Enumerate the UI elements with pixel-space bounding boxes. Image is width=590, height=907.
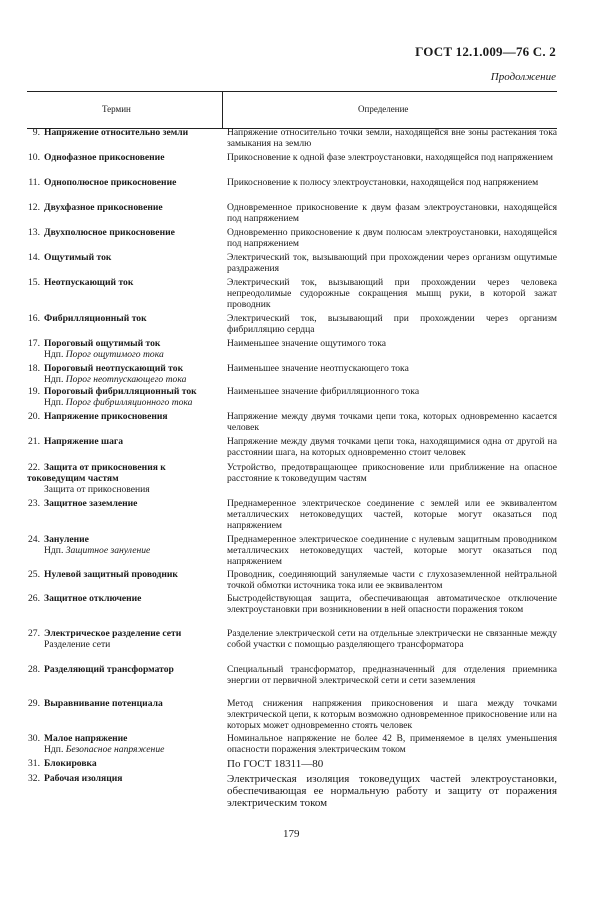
column-header-definition: Определение <box>358 104 409 114</box>
definition-cell: Одновременное прикосновение к двум фазам электроустановки, находящейся под напряжением <box>227 202 557 224</box>
term-number: 30. <box>28 733 40 744</box>
term-cell <box>27 363 222 385</box>
term-cell <box>27 252 222 263</box>
term-number: 11. <box>28 177 40 188</box>
deprecated-synonym <box>27 397 222 408</box>
definition-cell: Наименьшее значение фибрилляционного тока <box>227 386 420 397</box>
definition-cell: Электрический ток, вызывающий при прохождении через человека непреодолимые судорожные сокращения мышц руки, в которой зажат проводник <box>227 277 557 310</box>
term-number: 31. <box>28 758 40 769</box>
definition-cell: Электрический ток, вызывающий при прохождении через организм фибрилляцию сердца <box>227 313 557 335</box>
term-cell <box>27 386 222 408</box>
term-cell <box>27 462 222 495</box>
term-name: Напряжение относительно земли <box>44 127 189 138</box>
term-name: Двухфазное прикосновение <box>44 202 163 213</box>
deprecated-term: Защитное зануление <box>65 545 151 556</box>
definition-cell: Напряжение между двумя точками цепи тока, которых одновременно касается человек <box>227 411 557 433</box>
term-name: Неотпускающий ток <box>44 277 134 288</box>
term-name: Пороговый ощутимый ток <box>44 338 161 349</box>
definition-cell: Проводник, соединяющий зануляемые части с глухозаземленной нейтральной точкой обмотки источника тока или ее эквивалентом <box>227 569 557 591</box>
term-number: 19. <box>28 386 40 397</box>
deprecated-term: Порог ощутимого тока <box>65 349 164 360</box>
term-cell <box>27 498 222 509</box>
term-cell <box>27 698 222 709</box>
header-column-divider <box>222 91 223 128</box>
term-cell <box>27 628 222 650</box>
term-name: Однофазное прикосновение <box>44 152 165 163</box>
deprecated-prefix: Ндп. <box>44 349 64 360</box>
standard-code-header: ГОСТ 12.1.009—76 С. 2 <box>415 44 556 59</box>
term-cell <box>27 338 222 360</box>
term-cell <box>27 436 222 447</box>
term-cell <box>27 227 222 238</box>
deprecated-term: Безопасное напряжение <box>65 744 165 755</box>
term-cell <box>27 127 222 138</box>
term-name: Напряжение прикосновения <box>44 411 168 422</box>
term-name: Фибрилляционный ток <box>44 313 147 324</box>
term-name: Напряжение шага <box>44 436 124 447</box>
term-number: 26. <box>28 593 40 604</box>
term-number: 10. <box>28 152 40 163</box>
term-name: Пороговый неотпускающий ток <box>44 363 184 374</box>
term-name: Ощутимый ток <box>44 252 112 263</box>
term-name: Блокировка <box>44 758 97 769</box>
term-name: Зануление <box>44 534 89 545</box>
deprecated-prefix: Ндп. <box>44 374 64 385</box>
definition-cell: Специальный трансформатор, предназначенный для отделения приемника энергии от первичной электрической сети и сети заземления <box>227 664 557 686</box>
term-cell <box>27 277 222 288</box>
deprecated-prefix: Ндп. <box>44 744 64 755</box>
term-number: 14. <box>28 252 40 263</box>
term-name: Пороговый фибрилляционный ток <box>44 386 197 397</box>
continuation-label: Продолжение <box>490 71 556 83</box>
definition-cell: Устройство, предотвращающее прикосновение или приближение на опасное расстояние к токоведущим частям <box>227 462 557 484</box>
term-number: 13. <box>28 227 40 238</box>
term-cell <box>27 202 222 213</box>
term-number: 20. <box>28 411 40 422</box>
term-cell <box>27 758 222 769</box>
term-cell <box>27 411 222 422</box>
term-cell <box>27 773 222 784</box>
term-name: Однополюсное прикосновение <box>44 177 177 188</box>
term-name: Нулевой защитный проводник <box>44 569 178 580</box>
term-number: 12. <box>28 202 40 213</box>
term-cell <box>27 177 222 188</box>
definition-cell: Одновременно прикосновение к двум полюсам электроустановки, находящейся под напряжением <box>227 227 557 249</box>
term-cell <box>27 313 222 324</box>
term-name: Защитное отключение <box>44 593 142 604</box>
term-cell <box>27 593 222 604</box>
definition-cell: Номинальное напряжение не более 42 В, применяемое в целях уменьшения опасности поражения электрическим током <box>227 733 557 755</box>
term-name: Защитное заземление <box>44 498 138 509</box>
term-number: 22. <box>28 462 40 473</box>
term-number: 21. <box>28 436 40 447</box>
deprecated-prefix: Ндп. <box>44 545 64 556</box>
term-cell <box>27 534 222 556</box>
short-form-term: Разделение сети <box>44 639 111 650</box>
term-number: 32. <box>28 773 40 784</box>
deprecated-synonym <box>27 545 222 556</box>
term-number: 25. <box>28 569 40 580</box>
term-number: 23. <box>28 498 40 509</box>
term-name: Малое напряжение <box>44 733 128 744</box>
definition-cell: Напряжение относительно точки земли, находящейся вне зоны растекания тока замыкания на землю <box>227 127 557 149</box>
definition-cell: Наименьшее значение неотпускающего тока <box>227 363 409 374</box>
term-cell <box>27 733 222 755</box>
deprecated-term: Порог фибрилляционного тока <box>65 397 193 408</box>
table-top-rule <box>27 91 557 92</box>
term-name: Выравнивание потенциала <box>44 698 163 709</box>
deprecated-synonym <box>27 744 222 755</box>
definition-cell: Разделение электрической сети на отдельные электрически не связанные между собой участки с помощью разделяющего трансформатора <box>227 628 557 650</box>
column-header-term: Термин <box>102 104 131 114</box>
definition-cell: Прикосновение к полюсу электроустановки, находящейся под напряжением <box>227 177 539 188</box>
page-number: 179 <box>283 828 300 840</box>
definition-cell: Преднамеренное электрическое соединение с землей или ее эквивалентом металлических нетоковедущих частей, которые могут оказаться под напряжением <box>227 498 557 531</box>
definition-cell: Прикосновение к одной фазе электроустановки, находящейся под напряжением <box>227 152 553 163</box>
short-form-term: Защита от прикосновения <box>44 484 150 495</box>
term-number: 24. <box>28 534 40 545</box>
definition-cell: Электрическая изоляция токоведущих частей электроустановки, обеспечивающая ее нормальную работу и защиту от поражения электрическим током <box>227 773 557 809</box>
definition-cell: По ГОСТ 18311—80 <box>227 758 324 770</box>
term-number: 17. <box>28 338 40 349</box>
term-number: 18. <box>28 363 40 374</box>
term-number: 9. <box>32 127 40 138</box>
definition-cell: Метод снижения напряжения прикосновения и шага между точками электрической цепи, к которым возможно одновременное прикосновение или на которых может одновременно стоять человек <box>227 698 557 731</box>
definition-cell: Преднамеренное электрическое соединение с нулевым защитным проводником металлических нетоковедущих частей, которые могут оказаться под напряжением <box>227 534 557 567</box>
term-cell <box>27 664 222 675</box>
term-name: Защита от прикосновения к токоведущим частям <box>27 462 166 484</box>
term-name: Рабочая изоляция <box>44 773 123 784</box>
term-cell <box>27 152 222 163</box>
term-number: 29. <box>28 698 40 709</box>
definition-cell: Наименьшее значение ощутимого тока <box>227 338 386 349</box>
definition-cell: Напряжение между двумя точками цепи тока, находящимися одна от другой на расстоянии шага, на которых одновременно стоит человек <box>227 436 557 458</box>
term-name: Двухполюсное прикосновение <box>44 227 175 238</box>
deprecated-prefix: Ндп. <box>44 397 64 408</box>
term-number: 27. <box>28 628 40 639</box>
term-name: Разделяющий трансформатор <box>44 664 174 675</box>
term-number: 28. <box>28 664 40 675</box>
definition-cell: Быстродействующая защита, обеспечивающая автоматическое отключение электроустановки при возникновении в ней опасности поражения током <box>227 593 557 615</box>
term-number: 16. <box>28 313 40 324</box>
deprecated-synonym <box>27 374 222 385</box>
deprecated-term: Порог неотпускающего тока <box>65 374 187 385</box>
definition-cell: Электрический ток, вызывающий при прохождении через организм ощутимые раздражения <box>227 252 557 274</box>
deprecated-synonym <box>27 349 222 360</box>
term-name: Электрическое разделение сети <box>44 628 182 639</box>
term-number: 15. <box>28 277 40 288</box>
term-cell <box>27 569 222 580</box>
